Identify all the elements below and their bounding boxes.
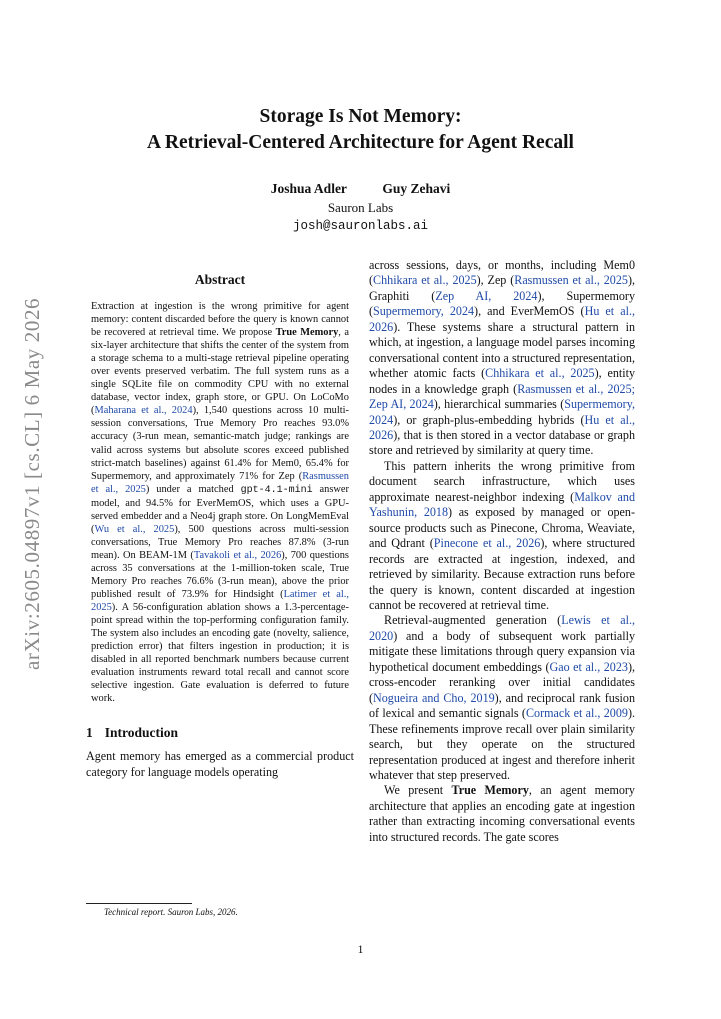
page-number: 1 [357, 942, 364, 956]
footnote: Technical report. Sauron Labs, 2026. [104, 907, 238, 917]
citation-link[interactable]: Zep AI, 2024 [435, 288, 538, 303]
citation-link[interactable]: Rasmussen et al., 2025 [514, 273, 628, 288]
abstract-text: Extraction at ingestion is the wrong primitive for agent memory: content discarded before the query is known cannot be recovered at retrieval time. We propose True Memory, a six-layer architecture that shifts the center of the system from a storage schema to a multi-stage retrieval pipeline operating over events preserved verbatim. The full system runs as a single SQLite file on commodity CPU with no external database, vector index, graph store, or GPU. On LoCoMo (Maharana et al., 2024), 1,540 questions across 10 multi-session conversations, True Memory Pro reaches 93.0% accuracy (3-run mean, semantic-match judge; rankings are valid across systems but absolute scores exceed published strict-match baselines) against 61.4% for Mem0, 65.4% for Supermemory, and approximately 71% for Zep (Rasmussen et al., 2025) under a matched gpt-4.1-mini answer model, and 94.5% for EverMemOS, which uses a GPU-served embedder and a Neo4j graph store. On LongMemEval (Wu et al., 2025), 500 questions across multi-session conversations, True Memory Pro reaches 87.8% (3-run mean). On BEAM-1M (Tavakoli et al., 2026), 700 questions across 35 conversations at the 1-million-token scale, True Memory Pro reaches 76.6% (3-run mean), above the prior published result of 73.9% for Hindsight (Latimer et al., 2025). A 56-configuration ablation shows a 1.3-percentage-point spread within the top-performing configuration family. The system also includes an encoding gate (novelty, salience, prediction error) that filters ingestion in production; it is disabled in all reported benchmark numbers because current evaluation instruments reward total recall and cannot score selective ingestion. Gate evaluation is deferred to future work. [91, 301, 350, 705]
citation-link[interactable]: Pinecone et al., 2026 [433, 536, 541, 551]
citation-link[interactable]: Hu et al., 2026 [369, 412, 635, 442]
affiliation: Sauron Labs [327, 200, 394, 215]
citation-link[interactable]: Lewis et al., 2020 [369, 613, 635, 643]
citation-link[interactable]: Tavakoli et al., 2026 [193, 549, 282, 561]
section-title: Introduction [104, 725, 179, 741]
paper-header [0, 104, 721, 233]
citation-link[interactable]: Gao et al., 2023 [549, 659, 628, 674]
author-name: Guy Zehavi [382, 181, 451, 196]
paper-title-line-2: A Retrieval-Centered Architecture for Agent Recall [147, 132, 574, 153]
body-paragraph: We present True Memory, an agent memory architecture that applies an encoding gate at ingestion rather than extracting incoming conversational events into structured records. The gate scores [369, 783, 635, 844]
citation-link[interactable]: Maharana et al., 2024 [94, 405, 193, 417]
citation-link[interactable]: Nogueira and Cho, 2019 [373, 690, 495, 705]
left-column [86, 272, 354, 780]
body-paragraph: Retrieval-augmented generation (Lewis et al., 2020) and a body of subsequent work partially mitigate these limitations through query expansion via hypothetical document embeddings (Gao et al., 2023), cross-encoder reranking over initial candidates (Nogueira and Cho, 2019), and reciprocal rank fusion of lexical and semantic signals (Cormack et al., 2009). These refinements improve recall over plain similarity search, but they operate on the structured representation produced at ingest and therefore inherit whatever that step preserved. [369, 613, 636, 782]
bold-term: True Memory [275, 327, 339, 339]
body-paragraph: across sessions, days, or months, including Mem0 (Chhikara et al., 2025), Zep (Rasmussen et al., 2025), Graphiti (Zep AI, 2024), Supermemory (Supermemory, 2024), and EverMemOS (Hu et al., 2026). These systems share a structural pattern in which, at ingestion, a language model parses incoming conversational content into a structured representation, whether atomic facts (Chhikara et al., 2025), entity nodes in a knowledge graph (Rasmussen et al., 2025; Zep AI, 2024), hierarchical summaries (Supermemory, 2024), or graph-plus-embedding hybrids (Hu et al., 2026), that is then stored in a vector database or graph store and retrieved by similarity at query time. [369, 258, 636, 458]
arxiv-identifier: arXiv:2605.04897v1 [cs.CL] 6 May 2026 [20, 297, 44, 670]
citation-link[interactable]: Supermemory, 2024 [369, 397, 635, 427]
bold-term: True Memory [451, 783, 529, 798]
citation-link[interactable]: Cormack et al., 2009 [525, 706, 628, 721]
right-column [369, 258, 635, 845]
body-paragraph: This pattern inherits the wrong primitive from document search infrastructure, which uses approximate nearest-neighbor indexing (Malkov and Yashunin, 2018) as exposed by managed or open-source products such as Pinecone, Chroma, Weaviate, and Qdrant (Pinecone et al., 2026), where structured records are extracted at ingestion, indexed, and retrieved by similarity. Because extraction runs before the query is known, content discarded at ingestion cannot be recovered at retrieval time. [369, 458, 636, 612]
citation-link[interactable]: Rasmussen et al., 2025; Zep AI, 2024 [369, 381, 635, 412]
author-email: josh@sauronlabs.ai [292, 219, 429, 233]
citation-link[interactable]: Chhikara et al., 2025 [485, 366, 595, 381]
author-list [0, 181, 721, 197]
abstract-heading: Abstract [194, 272, 246, 287]
citation-link[interactable]: Chhikara et al., 2025 [373, 273, 477, 288]
citation-link[interactable]: Wu et al., 2025 [94, 523, 175, 535]
author-name: Joshua Adler [270, 181, 347, 196]
citation-link[interactable]: Supermemory, 2024 [373, 304, 475, 319]
citation-link[interactable]: Rasmussen et al., 2025 [91, 470, 349, 495]
paper-title-line-1: Storage Is Not Memory: [259, 106, 462, 127]
section-heading [86, 725, 354, 741]
citation-link[interactable]: Malkov and Yashunin, 2018 [369, 489, 635, 520]
citation-link[interactable]: Hu et al., 2026 [369, 304, 635, 334]
code-term: gpt-4.1-mini [240, 484, 313, 496]
footnote-rule [86, 903, 192, 904]
citation-link[interactable]: Latimer et al., 2025 [91, 589, 349, 614]
section-number: 1 [86, 725, 93, 741]
intro-paragraph: Agent memory has emerged as a commercial product category for language models operating [86, 749, 354, 779]
